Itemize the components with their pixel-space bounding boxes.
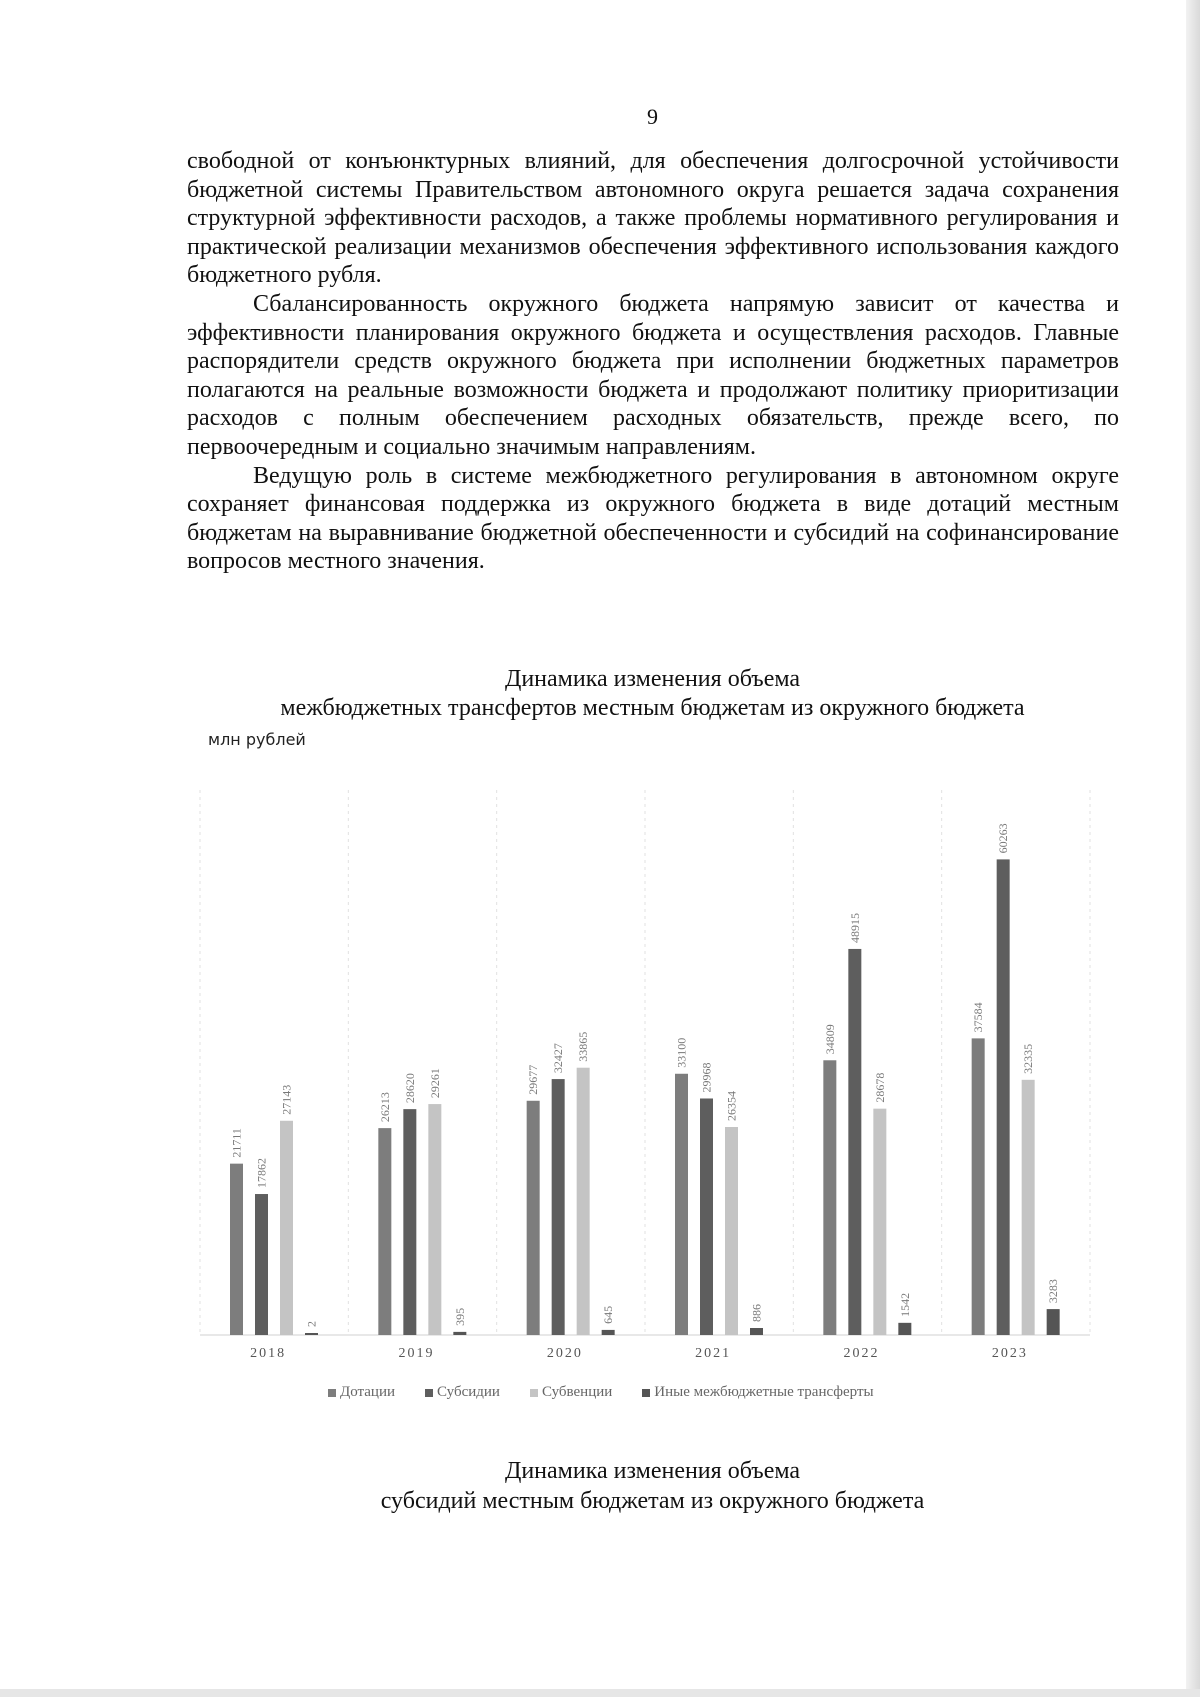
bar <box>577 1068 590 1335</box>
legend-swatch <box>530 1389 538 1397</box>
data-label: 886 <box>749 1304 764 1323</box>
bar <box>997 859 1010 1335</box>
page-number: 9 <box>647 104 658 129</box>
page-edge <box>1186 0 1200 1697</box>
x-tick-label: 2023 <box>991 1346 1028 1360</box>
bar <box>675 1074 688 1335</box>
data-label: 21711 <box>229 1128 244 1158</box>
data-label: 645 <box>601 1305 616 1324</box>
data-label: 33100 <box>674 1037 689 1068</box>
paragraph-2: Сбалансированность окружного бюджета напрямую зависит от качества и эффективности планирования окружного бюджета и осуществления расходов. Главные распорядители средств окружного бюджета при исполнении бюджетных параметров полагаются на реальные возможности бюджета и продолжают политику приоритизации расходов с полным обеспечением расходных обязательств, прежде всего, по первоочередным и социально значимым направлениям. <box>187 290 1119 460</box>
data-label: 3283 <box>1046 1279 1061 1304</box>
data-label: 32427 <box>551 1043 566 1074</box>
data-label: 29261 <box>427 1068 442 1099</box>
bar <box>428 1104 441 1335</box>
bar <box>873 1109 886 1335</box>
chart-title-line1: Динамика изменения объема <box>504 666 801 692</box>
bar <box>1022 1080 1035 1335</box>
data-label: 48915 <box>847 912 862 943</box>
legend-swatch <box>328 1389 336 1397</box>
bar <box>898 1323 911 1335</box>
chart-legend <box>328 1384 874 1401</box>
data-label: 26354 <box>724 1091 739 1122</box>
legend-label: Субвенции <box>541 1384 613 1400</box>
bar <box>527 1101 540 1335</box>
data-label: 395 <box>452 1307 467 1326</box>
second-chart-title-line2: субсидий местным бюджетам из окружного бюджета <box>380 1488 925 1514</box>
legend-label: Дотации <box>340 1384 396 1400</box>
body-text <box>187 147 1119 576</box>
bar <box>305 1333 318 1335</box>
bar <box>255 1194 268 1335</box>
data-label: 26213 <box>377 1092 392 1123</box>
bar <box>602 1330 615 1335</box>
legend-item <box>425 1384 500 1401</box>
x-tick-label: 2021 <box>695 1346 732 1360</box>
bar <box>280 1121 293 1335</box>
bar <box>848 949 861 1335</box>
paragraph-1: свободной от конъюнктурных влияний, для обеспечения долгосрочной устойчивости бюджетной системы Правительством автономного округа решается задача сохранения структурной эффективности расходов, а также проблемы нормативного регулирования и практической реализации механизмов обеспечения эффективного использования каждого бюджетного рубля. <box>187 148 1119 289</box>
data-label: 60263 <box>996 823 1011 854</box>
legend-item <box>328 1384 395 1401</box>
legend-item <box>642 1384 873 1401</box>
bar <box>453 1332 466 1335</box>
bar <box>700 1098 713 1335</box>
data-label: 28620 <box>402 1073 417 1104</box>
bar-chart <box>195 780 1095 1360</box>
legend-label: Иные межбюджетные трансферты <box>654 1384 874 1400</box>
data-label: 37584 <box>971 1002 986 1033</box>
legend-item <box>530 1384 612 1401</box>
x-tick-label: 2020 <box>546 1346 583 1360</box>
legend-swatch <box>642 1389 650 1397</box>
data-label: 29968 <box>699 1062 714 1093</box>
bar <box>972 1038 985 1335</box>
data-label: 33865 <box>576 1031 591 1062</box>
data-label: 1542 <box>897 1292 912 1317</box>
data-label: 29677 <box>526 1064 541 1095</box>
legend-swatch <box>425 1389 433 1397</box>
chart-unit-label: млн рублей <box>208 730 306 749</box>
x-tick-label: 2022 <box>843 1346 880 1360</box>
bar <box>552 1079 565 1335</box>
bar <box>378 1128 391 1335</box>
data-label: 28678 <box>872 1072 887 1103</box>
data-label: 32335 <box>1021 1043 1036 1074</box>
data-label: 34809 <box>822 1024 837 1055</box>
bar <box>1047 1309 1060 1335</box>
paragraph-3: Ведущую роль в системе межбюджетного регулирования в автономном округе сохраняет финансовая поддержка из окружного бюджета в виде дотаций местным бюджетам на выравнивание бюджетной обеспеченности и субсидий на софинансирование вопросов местного значения. <box>187 462 1119 575</box>
bar <box>750 1328 763 1335</box>
legend-label: Субсидии <box>437 1384 500 1400</box>
x-tick-label: 2018 <box>250 1346 287 1360</box>
bar <box>230 1164 243 1335</box>
second-chart-title-line1: Динамика изменения объема <box>504 1458 801 1484</box>
x-tick-label: 2019 <box>398 1346 435 1360</box>
page-bottom-edge <box>0 1689 1200 1697</box>
bar <box>725 1127 738 1335</box>
bar <box>403 1109 416 1335</box>
data-label: 27143 <box>279 1084 294 1115</box>
data-label: 2 <box>304 1321 319 1327</box>
chart-title-line2: межбюджетных трансфертов местным бюджетам из окружного бюджета <box>280 695 1025 721</box>
data-label: 17862 <box>254 1158 269 1189</box>
bar <box>823 1060 836 1335</box>
